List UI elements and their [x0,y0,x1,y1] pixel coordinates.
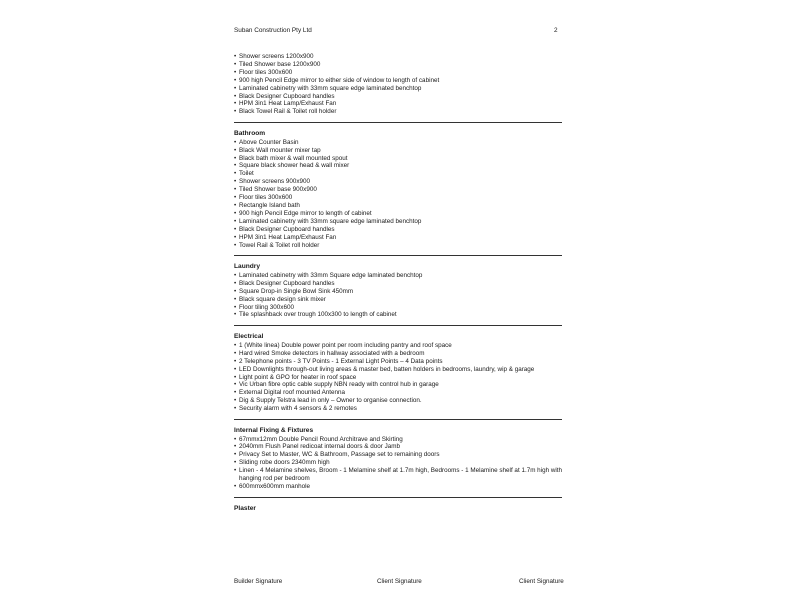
list-item: • Black Wall mounter mixer tap [234,147,574,155]
list-item: • Black bath mixer & wall mounted spout [234,155,574,163]
list-item: • Black Towel Rail & Toilet roll holder [234,108,574,116]
list-item: • Floor tiles 300x600 [234,69,574,77]
builder-signature-label: Builder Signature [234,578,283,585]
list-item: • Floor tiling 300x600 [234,304,574,312]
section-title-electrical: Electrical [234,333,264,341]
list-item: • Tiled Shower base 1200x900 [234,61,574,69]
list-item: • Shower screens 900x900 [234,178,574,186]
list-item: • Shower screens 1200x900 [234,53,574,61]
laundry-list [234,272,574,319]
list-item: • Towel Rail & Toilet roll holder [234,242,574,250]
ensuite-list [234,53,574,116]
list-item: • 900 high Pencil Edge mirror to length of cabinet [234,210,574,218]
electrical-list [234,342,574,413]
list-item: • Tile splashback over trough 100x300 to length of cabinet [234,311,574,319]
list-item: • External Digital roof mounted Antenna [234,389,574,397]
list-item: • Light point & GPO for heater in roof space [234,374,574,382]
section-divider [234,122,562,123]
section-title-bathroom: Bathroom [234,130,266,138]
list-item: • Above Counter Basin [234,139,574,147]
list-item: • Black square design sink mixer [234,296,574,304]
list-item: • Black Designer Cupboard handles [234,226,574,234]
section-divider [234,255,562,256]
client-signature-label: Client Signature [377,578,422,585]
list-item: • 67mmx12mm Double Pencil Round Architrave and Skirting [234,436,574,444]
internal-fixing-list [234,436,574,491]
section-divider [234,497,562,498]
list-item: • HPM 3in1 Heat Lamp/Exhaust Fan [234,100,574,108]
list-item: • Linen - 4 Melamine shelves, Broom - 1 Melamine shelf at 1.7m high, Bedrooms - 1 Melamine shelf at 1.7m high with hanging rod per bedroom [234,467,574,483]
list-item: • Floor tiles 300x600 [234,194,574,202]
section-divider [234,325,562,326]
list-item: • Security alarm with 4 sensors & 2 remotes [234,405,574,413]
list-item: • 600mmx600mm manhole [234,483,574,491]
list-item: • Laminated cabinetry with 33mm Square edge laminated benchtop [234,272,574,280]
section-title-plaster: Plaster [234,504,256,512]
list-item: • Hard wired Smoke detectors in hallway associated with a bedroom [234,350,574,358]
section-title-laundry: Laundry [234,263,261,271]
list-item: • Privacy Set to Master, WC & Bathroom, Passage set to remaining doors [234,451,574,459]
list-item: • 2 Telephone points - 3 TV Points - 1 External Light Points – 4 Data points [234,358,574,366]
list-item: • Dig & Supply Telstra lead in only – Owner to organise connection. [234,397,574,405]
list-item: • Black Designer Cupboard handles [234,93,574,101]
list-item: • Tiled Shower base 900x900 [234,186,574,194]
list-item: • 900 high Pencil Edge mirror to either side of window to length of cabinet [234,77,574,85]
document-content [234,53,574,513]
list-item: • Toilet [234,170,574,178]
section-divider [234,419,562,420]
list-item: • Sliding robe doors 2340mm high [234,459,574,467]
list-item: • LED Downlights through-out living areas & master bed, batten holders in bedrooms, laundry, wip & garage [234,366,574,374]
list-item: • Laminated cabinetry with 33mm square edge laminated benchtop [234,218,574,226]
company-name: Suban Construction Pty Ltd [234,27,312,34]
list-item: • 2040mm Flush Panel redicoat internal doors & door Jamb [234,443,574,451]
bathroom-list [234,139,574,250]
list-item: • 1 (White linea) Double power point per room including pantry and roof space [234,342,574,350]
list-item: • Laminated cabinetry with 33mm square edge laminated benchtop [234,85,574,93]
list-item: • Rectangle Island bath [234,202,574,210]
section-title-internal-fixing: Internal Fixing & Fixtures [234,427,314,435]
page-number: 2 [554,27,558,34]
list-item: • HPM 3in1 Heat Lamp/Exhaust Fan [234,234,574,242]
list-item: • Square black shower head & wall mixer [234,162,574,170]
client-signature-label-2: Client Signature [519,578,564,585]
list-item: • Black Designer Cupboard handles [234,280,574,288]
list-item: • Vic Urban fibre optic cable supply NBN ready with control hub in garage [234,381,574,389]
list-item: • Square Drop-in Single Bowl Sink 450mm [234,288,574,296]
